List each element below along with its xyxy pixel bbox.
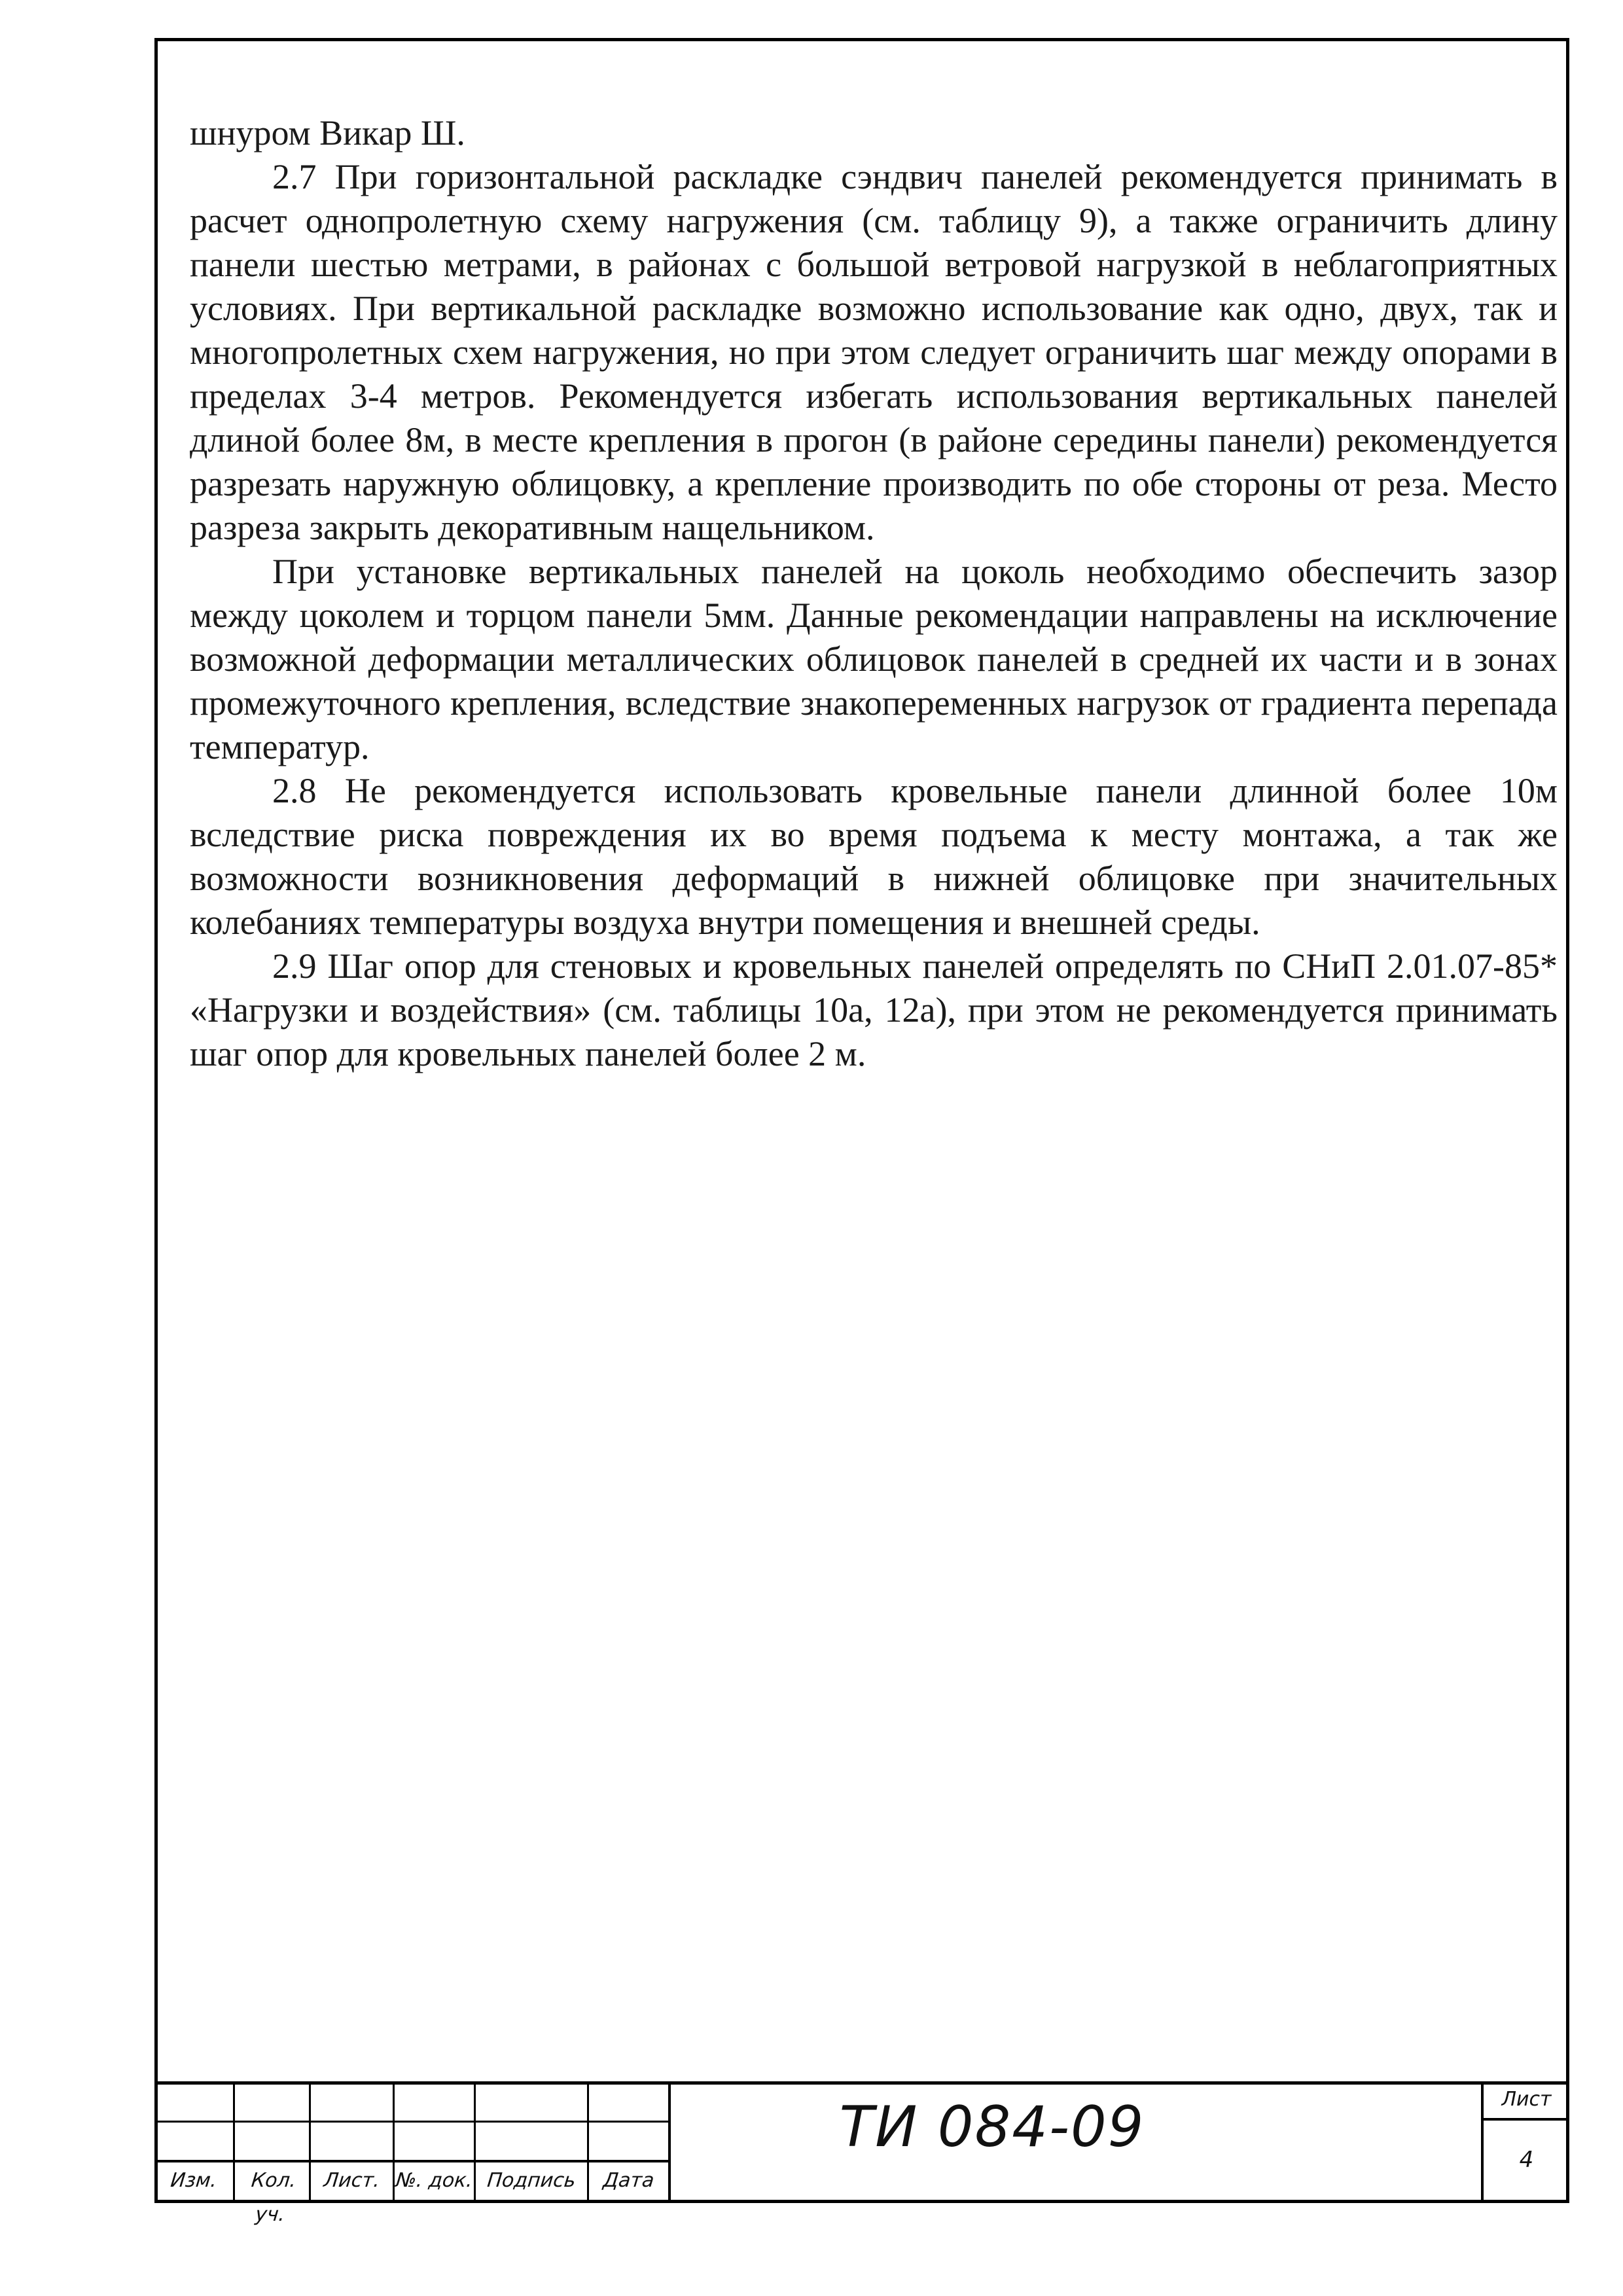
paragraph-2-8: 2.8 Не рекомендуется использовать кровельные панели длинной более 10м вследствие риска повреждения их во время подъема к месту монтажа, а так же возможности возникновения деформаций в нижней облицовке при значительных колебаниях температуры воздуха внутри помещения и внешней среды. — [190, 771, 1558, 942]
paragraph-2-9: 2.9 Шаг опор для стеновых и кровельных панелей определять по СНиП 2.01.07-85* «Нагрузки и воздействия» (см. таблицы 10а, 12а), при этом не рекомендуется принимать шаг опор для кровельных панелей более 2 м. — [190, 946, 1558, 1073]
paragraph-continuation: шнуром Викар Ш. — [190, 113, 465, 152]
sheet-label: Лист — [1501, 2088, 1552, 2111]
stamp-label-sheet: Лист. — [322, 2169, 382, 2192]
sheet-number: 4 — [1519, 2147, 1534, 2173]
document-code: ТИ 084-09 — [839, 2094, 1145, 2160]
stamp-label-quantity: Кол. уч. — [250, 2169, 298, 2226]
stamp-label-change: Изм. — [169, 2169, 219, 2192]
stamp-label-signature: Подпись — [486, 2169, 577, 2192]
stamp-label-doc-number: №. док. — [395, 2169, 474, 2192]
paragraph-vertical-panels: При установке вертикальных панелей на цоколь необходимо обеспечить зазор между цоколем и торцом панели 5мм. Данные рекомендации направлены на исключение возможной деформации металлических облицовок панелей в средней их части и в зонах промежуточного крепления, вследствие знакопеременных нагрузок от градиента перепада температур. — [190, 552, 1558, 766]
document-body — [190, 111, 1558, 1076]
title-block — [154, 2081, 1569, 2226]
paragraph-2-7: 2.7 При горизонтальной раскладке сэндвич панелей рекомендуется принимать в расчет однопролетную схему нагружения (см. таблицу 9), а также ограничить длину панели шестью метрами, в районах с большой ветровой нагрузкой в неблагоприятных условиях. При вертикальной раскладке возможно использование как одно, двух, так и многопролетных схем нагружения, но при этом следует ограничить шаг между опорами в пределах 3-4 метров. Рекомендуется избегать использования вертикальных панелей длиной более 8м, в месте крепления в прогон (в районе середины панели) рекомендуется разрезать наружную облицовку, а крепление производить по обе стороны от реза. Место разреза закрыть декоративным нащельником. — [190, 157, 1558, 547]
stamp-label-date: Дата — [601, 2169, 656, 2192]
